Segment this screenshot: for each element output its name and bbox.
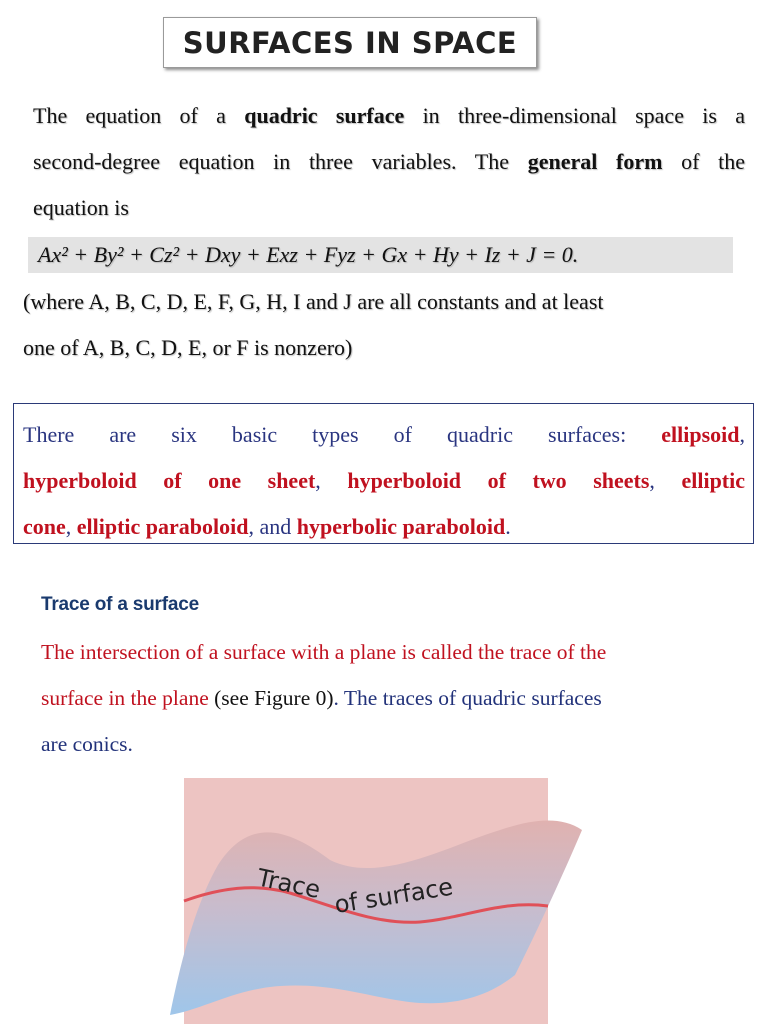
quadric-surface-term: quadric surface xyxy=(244,103,405,128)
constants-note-line-2: one of A, B, C, D, E, or F is nonzero) xyxy=(23,335,353,360)
type-hyperbolic-paraboloid: hyperbolic paraboloid xyxy=(296,514,506,539)
trace-line-1: The intersection of a surface with a plane is called the trace of the xyxy=(41,640,607,664)
quadric-types-box xyxy=(13,403,754,544)
types-intro: There are six basic types of quadric surfaces: xyxy=(23,422,662,447)
type-hyperboloid-two-sheets: hyperboloid of two sheets xyxy=(347,468,650,493)
general-form-term: general form xyxy=(527,149,663,174)
trace-line-3: are conics. xyxy=(41,732,133,756)
title-box xyxy=(163,17,537,68)
general-equation: Ax² + By² + Cz² + Dxy + Exz + Fyz + Gx + Hy + Iz + J = 0. xyxy=(28,237,733,273)
intro-line-2 xyxy=(33,139,745,185)
types-line-1: There are six basic types of quadric surfaces: ellipsoid, xyxy=(23,422,745,447)
trace-blue-text: . The traces of quadric surfaces xyxy=(333,686,602,710)
trace-line-2 xyxy=(41,675,716,721)
constants-note-line-1: (where A, B, C, D, E, F, G, H, I and J are all constants and at least xyxy=(23,289,604,314)
type-elliptic-word: elliptic xyxy=(681,468,746,493)
intro-line-3: equation is xyxy=(33,195,129,220)
constants-note xyxy=(23,279,723,371)
trace-heading: Trace of a surface xyxy=(41,594,199,615)
figure-reference: (see Figure 0) xyxy=(208,686,334,710)
trace-figure-svg xyxy=(160,775,590,1024)
intro-text-2: in three-dimensional space is a xyxy=(404,103,745,128)
intro-text-3: second-degree equation in three variables. The xyxy=(33,149,528,174)
trace-label: of surface xyxy=(332,872,455,919)
types-line-3: cone, elliptic paraboloid, and hyperbolic paraboloid. xyxy=(23,514,511,539)
types-line-2: hyperboloid of one sheet, hyperboloid of two sheets, elliptic xyxy=(23,468,746,493)
types-and: and xyxy=(259,514,292,539)
intro-text-4: of the xyxy=(662,149,746,174)
intro-line-1 xyxy=(33,93,745,139)
type-hyperboloid-one-sheet: hyperboloid of one sheet xyxy=(23,468,316,493)
trace-label-part1: Trace xyxy=(254,863,323,905)
type-cone-word: cone xyxy=(23,514,66,539)
page-title: SURFACES IN SPACE xyxy=(182,25,518,60)
trace-figure xyxy=(160,775,590,1024)
intro-paragraph xyxy=(33,93,745,231)
intro-text-1: The equation of a xyxy=(33,103,245,128)
trace-red-text: surface in the plane xyxy=(41,686,209,710)
type-ellipsoid: ellipsoid xyxy=(661,422,740,447)
type-elliptic-paraboloid: elliptic paraboloid xyxy=(76,514,249,539)
trace-paragraph xyxy=(41,629,716,767)
